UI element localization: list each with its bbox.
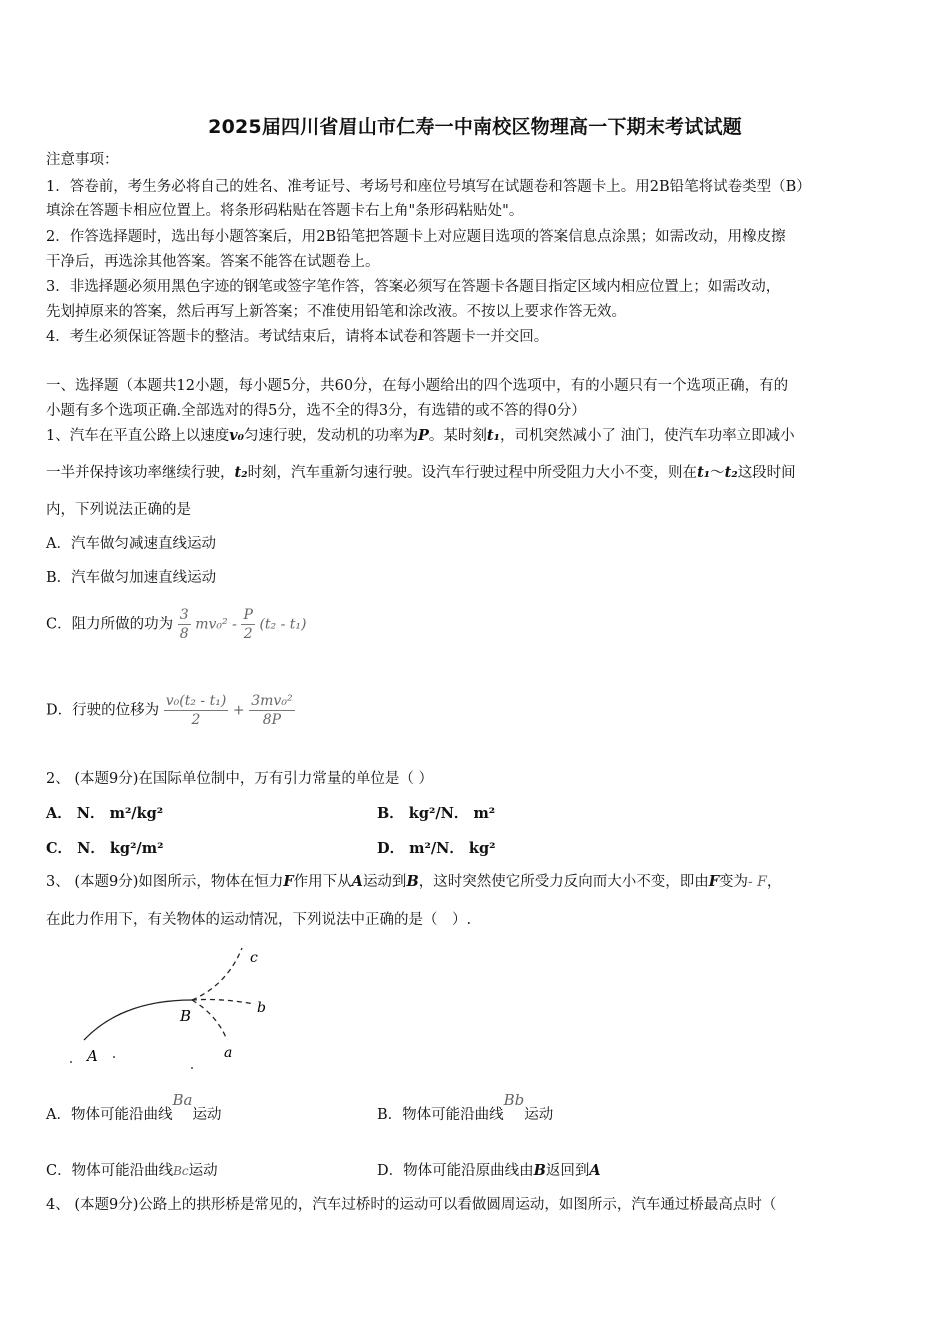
label-b: b — [257, 1000, 266, 1016]
option-b: B．物体可能沿曲线Bb运动 — [377, 1091, 554, 1123]
question-1-stem: 内，下列说法正确的是 — [46, 502, 191, 518]
dot-mark — [113, 1056, 115, 1058]
formula-fraction: $\frac{\text{3mv₀²}}{8P}$ — [251, 693, 293, 728]
question-3-stem: 在此力作用下，有关物体的运动情况，下列说法中正确的是（ ）. — [46, 912, 472, 928]
dot-mark — [70, 1061, 72, 1063]
option-c: C．阻力所做的功为 $\frac{3}{8}$ mv₀² - $\frac{P}{2}$ (t₂ - t₁) — [46, 607, 307, 642]
notice-line: 2．作答选择题时，选出每小题答案后，用2B铅笔把答题卡上对应题目选项的答案信息点涂黑；如需改动，用橡皮擦 — [46, 229, 786, 245]
curve-c — [192, 948, 242, 1000]
option-a: A．物体可能沿曲线Ba运动 — [46, 1091, 222, 1123]
curve-a — [192, 1000, 227, 1040]
option-d: D．行驶的位移为 $\frac{\text{v₀(t₂ - t₁)}}{2}$ + $\frac{\text{3mv₀²}}{8P}$ — [46, 693, 293, 728]
notice-heading: 注意事项： — [46, 152, 119, 168]
notice-line: 1．答卷前，考生务必将自己的姓名、准考证号、考场号和座位号填写在试题卷和答题卡上。用2B铅笔将试卷类型（B） — [46, 179, 811, 195]
notice-line: 先划掉原来的答案，然后再写上新答案；不准使用铅笔和涂改液。不按以上要求作答无效。 — [46, 304, 626, 320]
trajectory-figure — [62, 940, 282, 1070]
question-4-stem: 4、 (本题9分)公路上的拱形桥是常见的，汽车过桥时的运动可以看做圆周运动，如图所示，汽车通过桥最高点时（ — [46, 1197, 777, 1213]
dot-mark — [191, 1067, 193, 1069]
formula-fraction: $\frac{3}{8}$ — [179, 607, 189, 642]
label-A: A — [87, 1047, 98, 1065]
label-a: a — [224, 1045, 233, 1061]
question-3-stem: 3、 (本题9分)如图所示，物体在恒力F作用下从A运动到B，这时突然使它所受力反向而大小不变，即由F变为- F， — [46, 873, 782, 890]
option-d: D．物体可能沿原曲线由B返回到A — [377, 1162, 601, 1179]
curve-b — [192, 1000, 254, 1005]
option-b: B．汽车做匀加速直线运动 — [46, 570, 217, 586]
notice-line: 3．非选择题必须用黑色字迹的钢笔或签字笔作答，答案必须写在答题卡各题目指定区域内相应位置上；如需改动， — [46, 279, 781, 295]
notice-line: 干净后，再选涂其他答案。答案不能答在试题卷上。 — [46, 254, 380, 270]
option-d: D． m²/N． kg² — [377, 840, 496, 857]
label-c: c — [250, 950, 258, 966]
question-2-stem: 2、 (本题9分)在国际单位制中，万有引力常量的单位是（ ） — [46, 771, 433, 787]
option-a: A． N． m²/kg² — [46, 805, 164, 822]
notice-line: 4．考生必须保证答题卡的整洁。考试结束后，请将本试卷和答题卡一并交回。 — [46, 329, 549, 345]
question-1-stem: 一半并保持该功率继续行驶，t₂时刻，汽车重新匀速行驶。设汽车行驶过程中所受阻力大小不变，则在t₁～t₂这段时间 — [46, 464, 796, 481]
option-c: C．物体可能沿曲线Bc运动 — [46, 1163, 218, 1179]
option-a: A．汽车做匀减速直线运动 — [46, 536, 216, 552]
trajectory-curve — [84, 1000, 192, 1040]
notice-line: 填涂在答题卡相应位置上。将条形码粘贴在答题卡右上角"条形码粘贴处"。 — [46, 203, 524, 219]
page-title: 2025届四川省眉山市仁寿一中南校区物理高一下期末考试试题 — [208, 116, 742, 138]
question-1-stem: 1、汽车在平直公路上以速度v₀匀速行驶，发动机的功率为P。某时刻t₁，司机突然减小了 油门，使汽车功率立即减小 — [46, 427, 795, 444]
option-b: B． kg²/N． m² — [377, 805, 496, 822]
option-c: C． N． kg²/m² — [46, 840, 164, 857]
label-B: B — [180, 1007, 192, 1025]
section-heading: 小题有多个选项正确.全部选对的得5分，选不全的得3分，有选错的或不答的得0分） — [46, 403, 586, 419]
formula-fraction: $\frac{\text{v₀(t₂ - t₁)}}{2}$ — [165, 693, 227, 728]
formula-fraction: $\frac{P}{2}$ — [243, 607, 253, 642]
section-heading: 一、选择题（本题共12小题，每小题5分，共60分，在每小题给出的四个选项中，有的小题只有一个选项正确，有的 — [46, 378, 789, 394]
